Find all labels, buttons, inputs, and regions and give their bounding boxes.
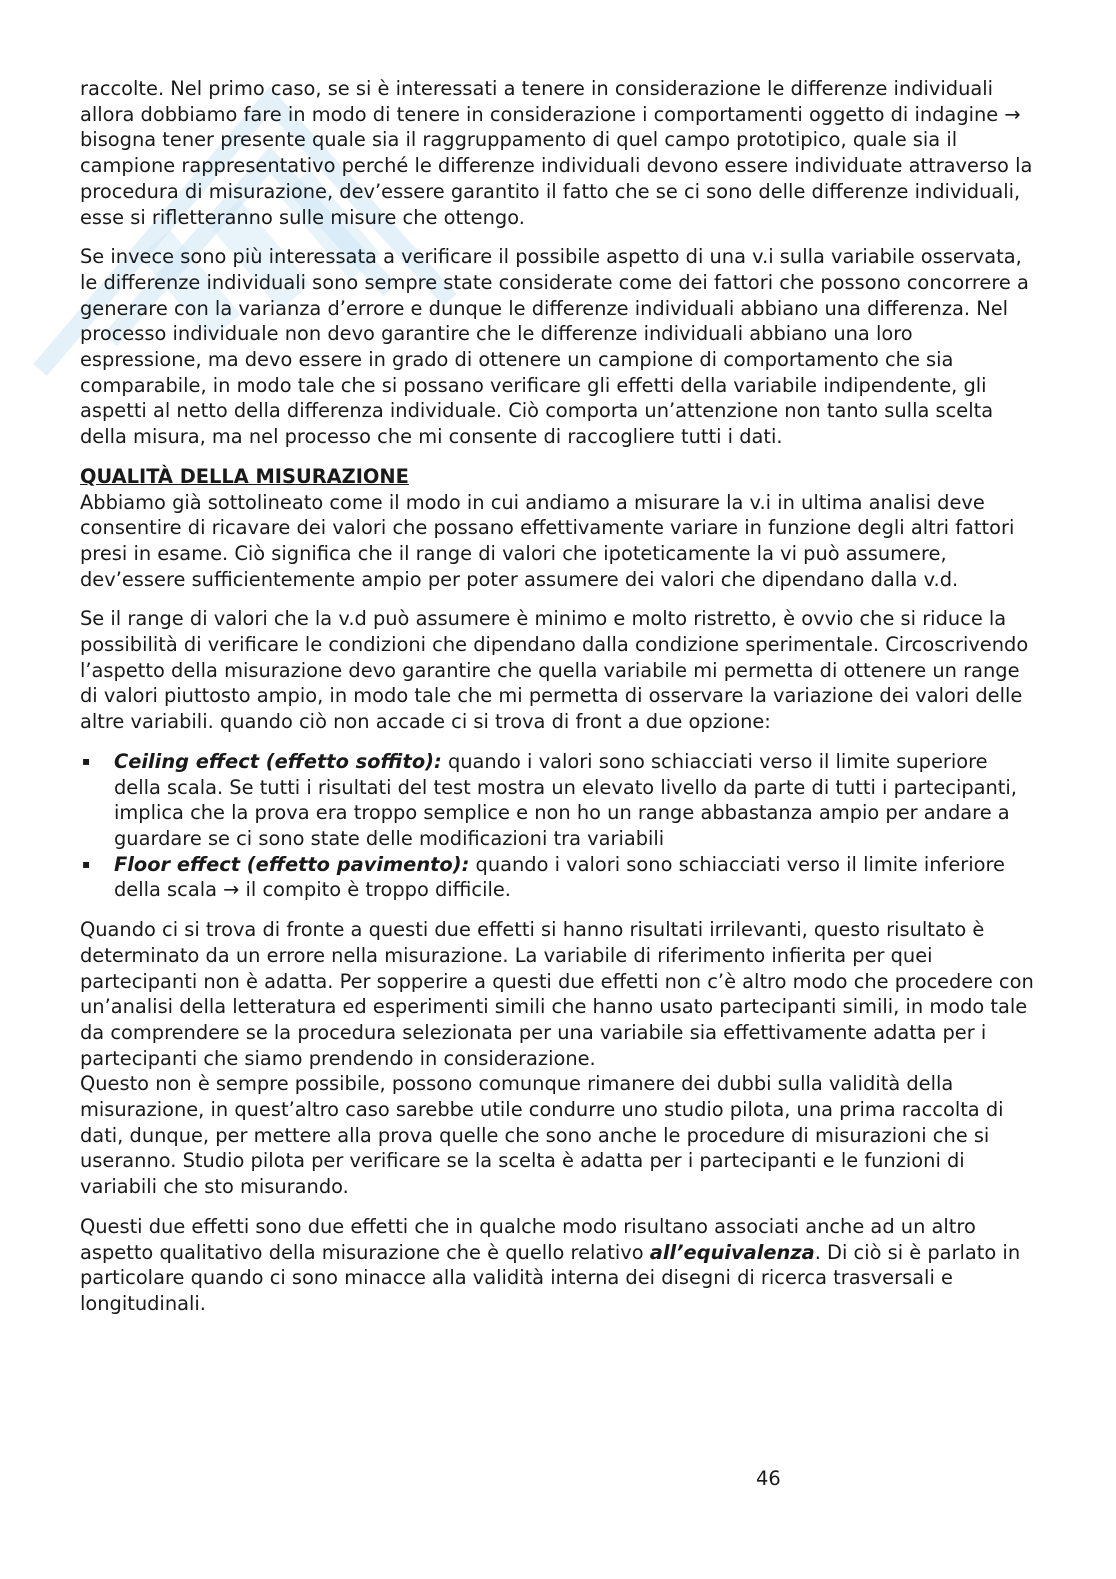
paragraph-range-ristretto: Se il range di valori che la v.d può assumere è minimo e molto ristretto, è ovvio che si riduce la possibilità di verificare le condizioni che dipendano dalla condizione sperimentale. Circoscrivendo l’aspetto della misurazione devo garantire che quella variabile mi permetta di ottenere un range di valori piuttosto ampio, in modo tale che mi permetta di osservare la variazione dei valori delle altre variabili. quando ciò non accade ci si trova di front a due opzione: (80, 607, 1029, 734)
floor-effect-description: quando i valori sono schiacciati verso il limite inferiore della scala → il compito è troppo difficile. (114, 852, 1005, 902)
list-item-ceiling-effect (80, 749, 1040, 852)
paragraph-risultati-irrilevanti: Quando ci si trova di fronte a questi due effetti si hanno risultati irrilevanti, questo risultato è determinato da un errore nella misurazione. La variabile di riferimento infierita per quei partecipanti non è adatta. Per sopperire a questi due effetti non c’è altro modo che procedere con un’analisi della letteratura ed esperimenti simili che hanno usato partecipanti simili, in modo tale da comprendere se la procedura selezionata per una variabile sia effettivamente adatta per i partecipanti che siamo prendendo in considerazione. (80, 918, 1034, 1070)
term-ceiling-effect: Ceiling effect (effetto soffito): (114, 749, 442, 773)
paragraph-range-valori: Abbiamo già sottolineato come il modo in cui andiamo a misurare la v.i in ultima analisi deve consentire di ricavare dei valori che possano effettivamente variare in funzione degli altri fattori presi in esame. Ciò significa che il range di valori che ipoteticamente la vi può assumere, dev’essere sufficientemente ampio per poter assumere dei valori che dipendano dalla v.d. (80, 490, 1015, 591)
equivalenza-text-after: . Di ciò si è parlato in particolare quando ci sono minacce alla validità interna dei disegni di ricerca trasversali e longitudinali. (80, 1240, 1021, 1315)
square-bullet-icon: ▪ (82, 753, 91, 768)
effects-list (80, 749, 1040, 903)
document-page (80, 76, 1040, 1331)
section-heading: QUALITÀ DELLA MISURAZIONE (80, 464, 409, 488)
paragraph-equivalenza (80, 1214, 1040, 1317)
paragraph-studio-pilota: Questo non è sempre possibile, possono comunque rimanere dei dubbi sulla validità della misurazione, in quest’altro caso sarebbe utile condurre uno studio pilota, una prima raccolta di dati, dunque, per mettere alla prova quelle che sono anche le procedure di misurazioni che si useranno. Studio pilota per verificare se la scelta è adatta per i partecipanti e le funzioni di variabili che sto misurando. (80, 1072, 1004, 1199)
term-equivalenza: all’equivalenza (649, 1240, 815, 1264)
term-floor-effect: Floor effect (effetto pavimento): (114, 852, 470, 876)
equivalenza-text-before: Questi due effetti sono due effetti che in qualche modo risultano associati anche ad un altro aspetto qualitativo della misurazione che è quello relativo (80, 1214, 976, 1264)
list-item-floor-effect (80, 852, 1040, 903)
ceiling-effect-description: quando i valori sono schiacciati verso il limite superiore della scala. Se tutti i risultati del test mostra un elevato livello da parte di tutti i partecipanti, implica che la prova era troppo semplice e non ho un range abbastanza ampio per andare a guardare se ci sono state delle modificazioni tra variabili (114, 749, 1017, 850)
paragraph-raccolte: raccolte. Nel primo caso, se si è interessati a tenere in considerazione le differenze individuali allora dobbiamo fare in modo di tenere in considerazione i comportamenti oggetto di indagine → bisogna tener presente quale sia il raggruppamento di quel campo prototipico, quale sia il campione rappresentativo perché le differenze individuali devono essere individuate attraverso la procedura di misurazione, dev’essere garantito il fatto che se ci sono delle differenze individuali, esse si rifletteranno sulle misure che ottengo. (80, 77, 1033, 229)
paragraph-differenze-individuali: Se invece sono più interessata a verificare il possibile aspetto di una v.i sulla variabile osservata, le differenze individuali sono sempre state considerate come dei fattori che possono concorrere a generare con la varianza d’errore e dunque le differenze individuali abbiano una differenza. Nel processo individuale non devo garantire che le differenze individuali abbiano una loro espressione, ma devo essere in grado di ottenere un campione di comportamento che sia comparabile, in modo tale che si possano verificare gli effetti della variabile indipendente, gli aspetti al netto della differenza individuale. Ciò comporta un’attenzione non tanto sulla scelta della misura, ma nel processo che mi consente di raccogliere tutti i dati. (80, 245, 1029, 449)
square-bullet-icon: ▪ (82, 856, 91, 871)
page-number: 46 (756, 1467, 781, 1490)
